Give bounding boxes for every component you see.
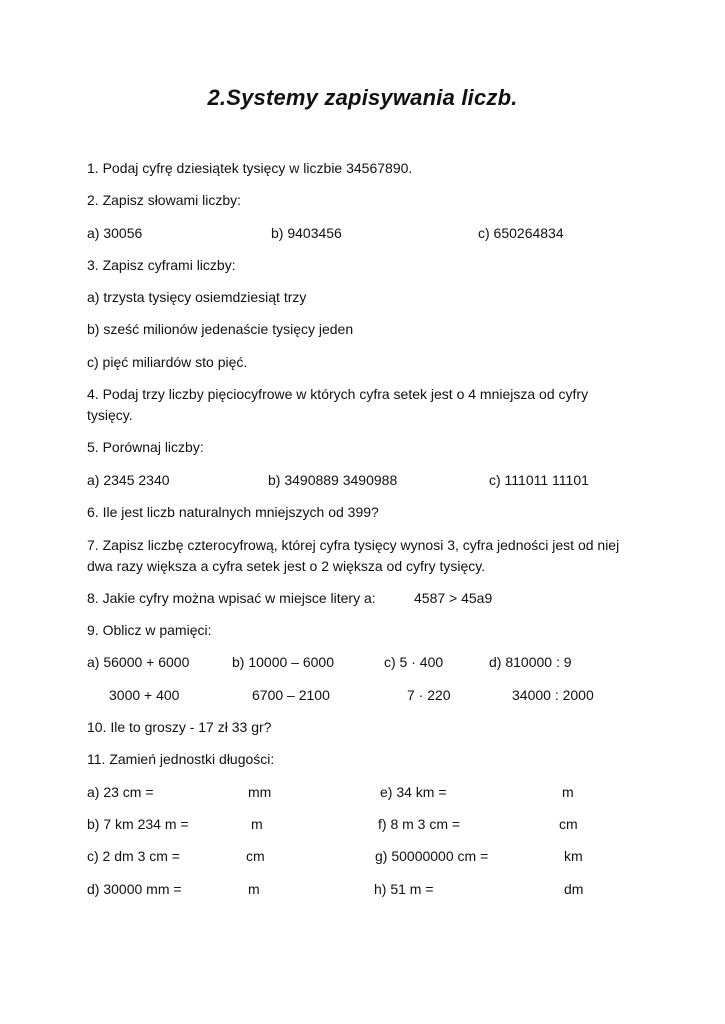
question-11-right-unit: km bbox=[564, 848, 583, 864]
question-2: 2. Zapisz słowami liczby: bbox=[87, 192, 242, 208]
question-2-a: a) 30056 bbox=[87, 225, 143, 241]
question-11-left-unit: mm bbox=[248, 784, 272, 800]
question-11-left-expr: c) 2 dm 3 cm = bbox=[87, 848, 180, 864]
question-11-right-unit: m bbox=[562, 784, 574, 800]
question-9-d-2: 34000 : 2000 bbox=[512, 687, 594, 703]
question-11-left-expr: d) 30000 mm = bbox=[87, 881, 182, 897]
question-11: 11. Zamień jednostki długości: bbox=[87, 751, 275, 767]
question-9-a-1: a) 56000 + 6000 bbox=[87, 654, 190, 670]
question-9-b-1: b) 10000 – 6000 bbox=[232, 654, 334, 670]
question-9-a-2: 3000 + 400 bbox=[109, 687, 180, 703]
question-5: 5. Porównaj liczby: bbox=[87, 439, 204, 455]
question-9-c-2: 7 · 220 bbox=[407, 687, 451, 703]
question-10: 10. Ile to groszy - 17 zł 33 gr? bbox=[87, 719, 272, 735]
question-11-left-unit: m bbox=[248, 881, 260, 897]
question-5-b: b) 3490889 3490988 bbox=[268, 472, 398, 488]
question-11-right-expr: f) 8 m 3 cm = bbox=[378, 816, 461, 832]
question-3-a: a) trzysta tysięcy osiemdziesiąt trzy bbox=[87, 289, 307, 305]
question-3-c: c) pięć miliardów sto pięć. bbox=[87, 354, 248, 370]
question-11-right-expr: g) 50000000 cm = bbox=[375, 848, 489, 864]
question-11-right-expr: e) 34 km = bbox=[380, 784, 447, 800]
question-11-right-expr: h) 51 m = bbox=[374, 881, 434, 897]
question-8: 8. Jakie cyfry można wpisać w miejsce litery a: bbox=[87, 590, 376, 606]
question-8-expression: 4587 > 45a9 bbox=[414, 590, 493, 606]
page-title: 2.Systemy zapisywania liczb. bbox=[207, 85, 518, 110]
question-2-c: c) 650264834 bbox=[478, 225, 564, 241]
question-9-c-1: c) 5 · 400 bbox=[384, 654, 444, 670]
question-11-left-unit: cm bbox=[246, 848, 265, 864]
question-11-right-unit: dm bbox=[564, 881, 584, 897]
question-1: 1. Podaj cyfrę dziesiątek tysięcy w liczbie 34567890. bbox=[87, 160, 413, 176]
question-9: 9. Oblicz w pamięci: bbox=[87, 622, 212, 638]
question-2-b: b) 9403456 bbox=[271, 225, 342, 241]
question-11-left-unit: m bbox=[251, 816, 263, 832]
question-9-b-2: 6700 – 2100 bbox=[252, 687, 330, 703]
question-11-right-unit: cm bbox=[559, 816, 578, 832]
question-3: 3. Zapisz cyframi liczby: bbox=[87, 257, 236, 273]
question-5-a: a) 2345 2340 bbox=[87, 472, 170, 488]
question-6: 6. Ile jest liczb naturalnych mniejszych od 399? bbox=[87, 504, 379, 520]
question-11-left-expr: b) 7 km 234 m = bbox=[87, 816, 189, 832]
question-9-d-1: d) 810000 : 9 bbox=[489, 654, 572, 670]
question-11-left-expr: a) 23 cm = bbox=[87, 784, 154, 800]
question-3-b: b) sześć milionów jedenaście tysięcy jeden bbox=[87, 321, 354, 337]
question-7: 7. Zapisz liczbę czterocyfrową, której cyfra tysięcy wynosi 3, cyfra jedności jest od niej dwa razy większa a cyfra setek jest o 2 większa od cyfry tysięcy. bbox=[87, 537, 620, 574]
question-5-c: c) 111011 11101 bbox=[489, 472, 589, 488]
question-4: 4. Podaj trzy liczby pięciocyfrowe w których cyfra setek jest o 4 mniejsza od cyfry tysięcy. bbox=[87, 386, 589, 423]
